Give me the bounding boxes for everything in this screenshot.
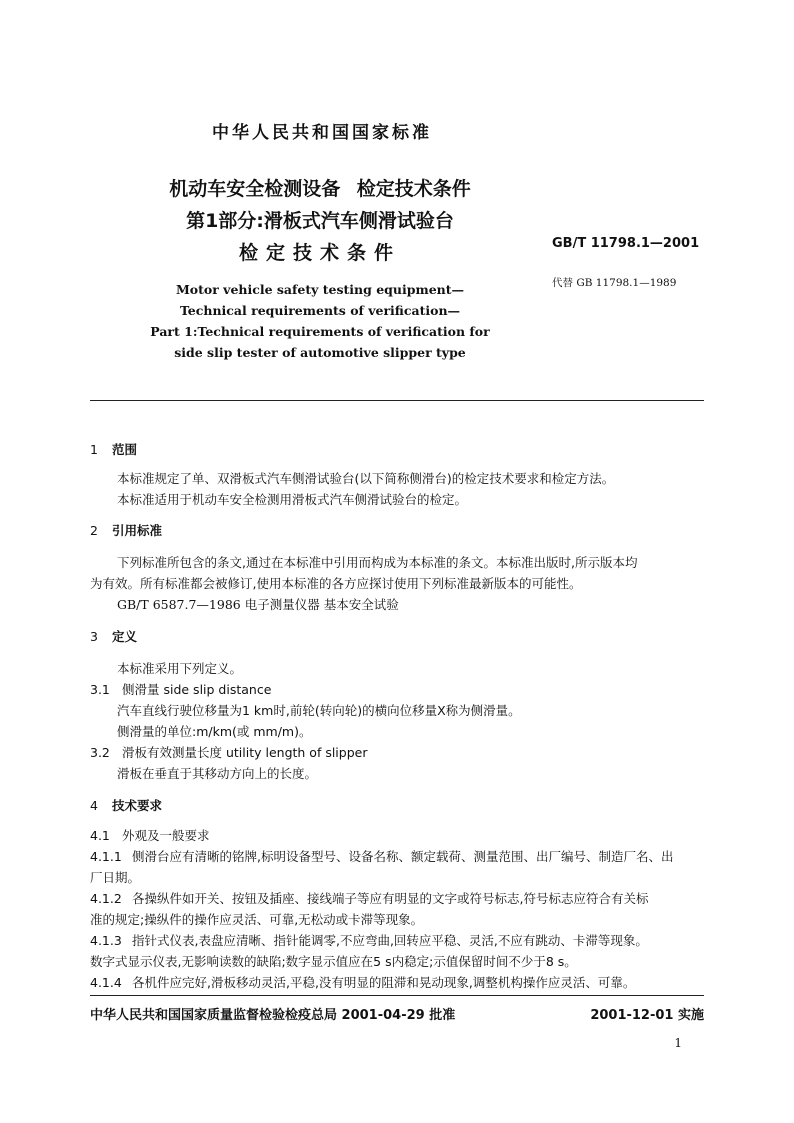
definition-3-1 [90,680,271,698]
title-line-1: 机动车安全检测设备 检定技术条件 [169,178,471,200]
clause-text: 指针式仪表,表盘应清晰、指针能调零,不应弯曲,回转应平稳、灵活,不应有跳动、卡滞等现象。 [132,933,648,948]
section-1-heading [90,440,137,458]
clause-number: 3.2 [90,745,110,760]
clause-text: 外观及一般要求 [122,828,210,843]
issuing-authority: 中华人民共和国国家质量监督检验检疫总局 2001-04-29 批准 [90,1008,456,1023]
paragraph: 汽车直线行驶位移量为1 km时,前轮(转向轮)的横向位移量X称为侧滑量。 [117,703,521,718]
clause-4-1-3 [90,931,648,949]
english-title-line-2: Technical requirements of verification— [179,303,461,318]
definition-3-2 [90,743,367,761]
paragraph: 数字式显示仪表,无影响读数的缺陷;数字显示值应在5 s内稳定;示值保留时间不少于8 s。 [90,954,577,969]
paragraph: 本标准采用下列定义。 [117,661,243,676]
section-number: 4 [90,798,98,813]
page-number: 1 [674,1036,682,1050]
clause-number: 4.1.4 [90,975,122,990]
paragraph: 本标准规定了单、双滑板式汽车侧滑试验台(以下简称侧滑台)的检定技术要求和检定方法。 [117,471,615,486]
footer-divider [90,995,704,996]
clause-4-1-4 [90,973,635,991]
clause-text: 各操纵件如开关、按钮及插座、接线端子等应有明显的文字或符号标志,符号标志应符合有关标 [132,891,649,906]
title-line-3: 检定技术条件 [238,242,401,264]
clause-4-1-1 [90,847,673,865]
national-standard-heading: 中华人民共和国国家标准 [212,123,432,143]
paragraph: 本标准适用于机动车安全检测用滑板式汽车侧滑试验台的检定。 [117,492,468,507]
paragraph: 侧滑量的单位:m/km(或 mm/m)。 [117,724,312,739]
section-title: 范围 [112,442,138,457]
section-title: 技术要求 [112,798,163,813]
clause-number: 3.1 [90,682,110,697]
clause-text: 各机件应完好,滑板移动灵活,平稳,没有明显的阻滞和晃动现象,调整机构操作应灵活、可靠。 [132,975,636,990]
english-title-line-3: Part 1:Technical requirements of verification for [150,324,490,339]
paragraph: 准的规定;操纵件的操作应灵活、可靠,无松动或卡滞等现象。 [90,912,424,927]
clause-number: 4.1.2 [90,891,122,906]
paragraph: 为有效。所有标准都会被修订,使用本标准的各方应探讨使用下列标准最新版本的可能性。 [90,576,582,591]
section-3-heading [90,627,137,645]
english-title-line-1: Motor vehicle safety testing equipment— [175,282,465,297]
title-line-2: 第1部分:滑板式汽车侧滑试验台 [186,210,454,232]
section-title: 定义 [112,629,138,644]
clause-4-1 [90,826,210,844]
clause-number: 4.1 [90,828,110,843]
clause-text: 侧滑台应有清晰的铭牌,标明设备型号、设备名称、额定载荷、测量范围、出厂编号、制造厂名、出 [132,849,674,864]
english-title-line-4: side slip tester of automotive slipper type [174,345,466,360]
replaces-note: 代替 GB 11798.1—1989 [552,277,677,289]
reference-standard: GB/T 6587.7—1986 电子测量仪器 基本安全试验 [117,597,399,612]
section-4-heading [90,796,162,814]
clause-4-1-2 [90,889,648,907]
section-2-heading [90,521,162,539]
paragraph: 厂日期。 [90,870,141,885]
header-divider [90,400,704,401]
section-number: 3 [90,629,98,644]
section-number: 2 [90,523,98,538]
definition-term: 侧滑量 side slip distance [122,682,272,697]
section-title: 引用标准 [112,523,163,538]
clause-number: 4.1.3 [90,933,122,948]
implementation-date: 2001-12-01 实施 [590,1008,704,1023]
paragraph: 滑板在垂直于其移动方向上的长度。 [117,766,318,781]
section-number: 1 [90,442,98,457]
standard-number: GB/T 11798.1—2001 [552,236,700,251]
paragraph: 下列标准所包含的条文,通过在本标准中引用而构成为本标准的条文。本标准出版时,所示版本均 [117,555,638,570]
definition-term: 滑板有效测量长度 utility length of slipper [122,745,368,760]
clause-number: 4.1.1 [90,849,122,864]
